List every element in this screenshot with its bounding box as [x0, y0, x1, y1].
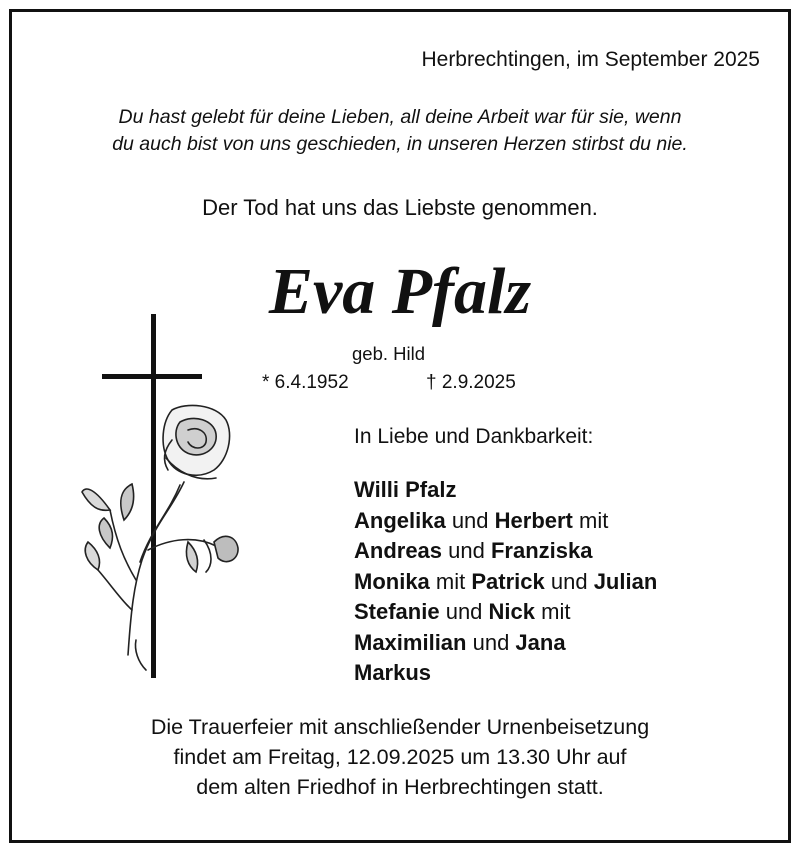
family-list [354, 475, 657, 689]
death-date: † 2.9.2025 [426, 372, 516, 393]
connector: und [445, 507, 495, 533]
funeral-info [0, 712, 800, 802]
family-line [354, 475, 657, 506]
connector: und [544, 568, 594, 594]
connector: und [466, 629, 516, 655]
family-line [354, 506, 657, 537]
place-date: Herbrechtingen, im September 2025 [421, 48, 760, 71]
family-line [354, 536, 657, 567]
family-line [354, 597, 657, 628]
deceased-name: Eva Pfalz [268, 255, 532, 328]
thanks-text: In Liebe und Dankbarkeit: [354, 425, 594, 448]
family-member: Stefanie [354, 599, 440, 624]
family-member: Andreas [354, 538, 443, 563]
family-member: Jana [515, 629, 566, 655]
family-member: Markus [354, 660, 432, 685]
family-line [354, 628, 657, 659]
funeral-line: Die Trauerfeier mit anschließender Urnenbeisetzung [150, 715, 650, 739]
family-member: Angelika [354, 507, 446, 533]
family-member: Nick [488, 599, 536, 624]
poem-line: du auch bist von uns geschieden, in unseren Herzen stirbst du nie. [112, 133, 688, 155]
family-member: Willi Pfalz [354, 477, 457, 502]
connector: und [439, 599, 489, 624]
family-member: Patrick [471, 568, 545, 594]
maiden-name: geb. Hild [352, 343, 426, 364]
birth-date: * 6.4.1952 [262, 372, 349, 393]
family-line [354, 658, 657, 689]
connector: mit [572, 507, 609, 533]
connector: mit [535, 599, 571, 624]
connector: mit [429, 568, 472, 594]
family-member: Monika [354, 568, 430, 594]
funeral-line: dem alten Friedhof in Herbrechtingen statt. [196, 775, 604, 799]
poem-line: Du hast gelebt für deine Lieben, all deine Arbeit war für sie, wenn [118, 106, 682, 128]
family-member: Herbert [494, 507, 573, 533]
family-member: Julian [593, 568, 658, 594]
cross-and-rose [76, 310, 246, 682]
connector: und [442, 538, 491, 563]
cross-icon [102, 314, 202, 678]
rose-icon [82, 405, 238, 670]
poem [0, 104, 800, 158]
family-line [354, 567, 657, 598]
family-member: Franziska [490, 538, 593, 563]
intro-text: Der Tod hat uns das Liebste genommen. [202, 195, 598, 220]
funeral-line: findet am Freitag, 12.09.2025 um 13.30 Uhr auf [173, 745, 627, 769]
family-member: Maximilian [354, 629, 467, 655]
